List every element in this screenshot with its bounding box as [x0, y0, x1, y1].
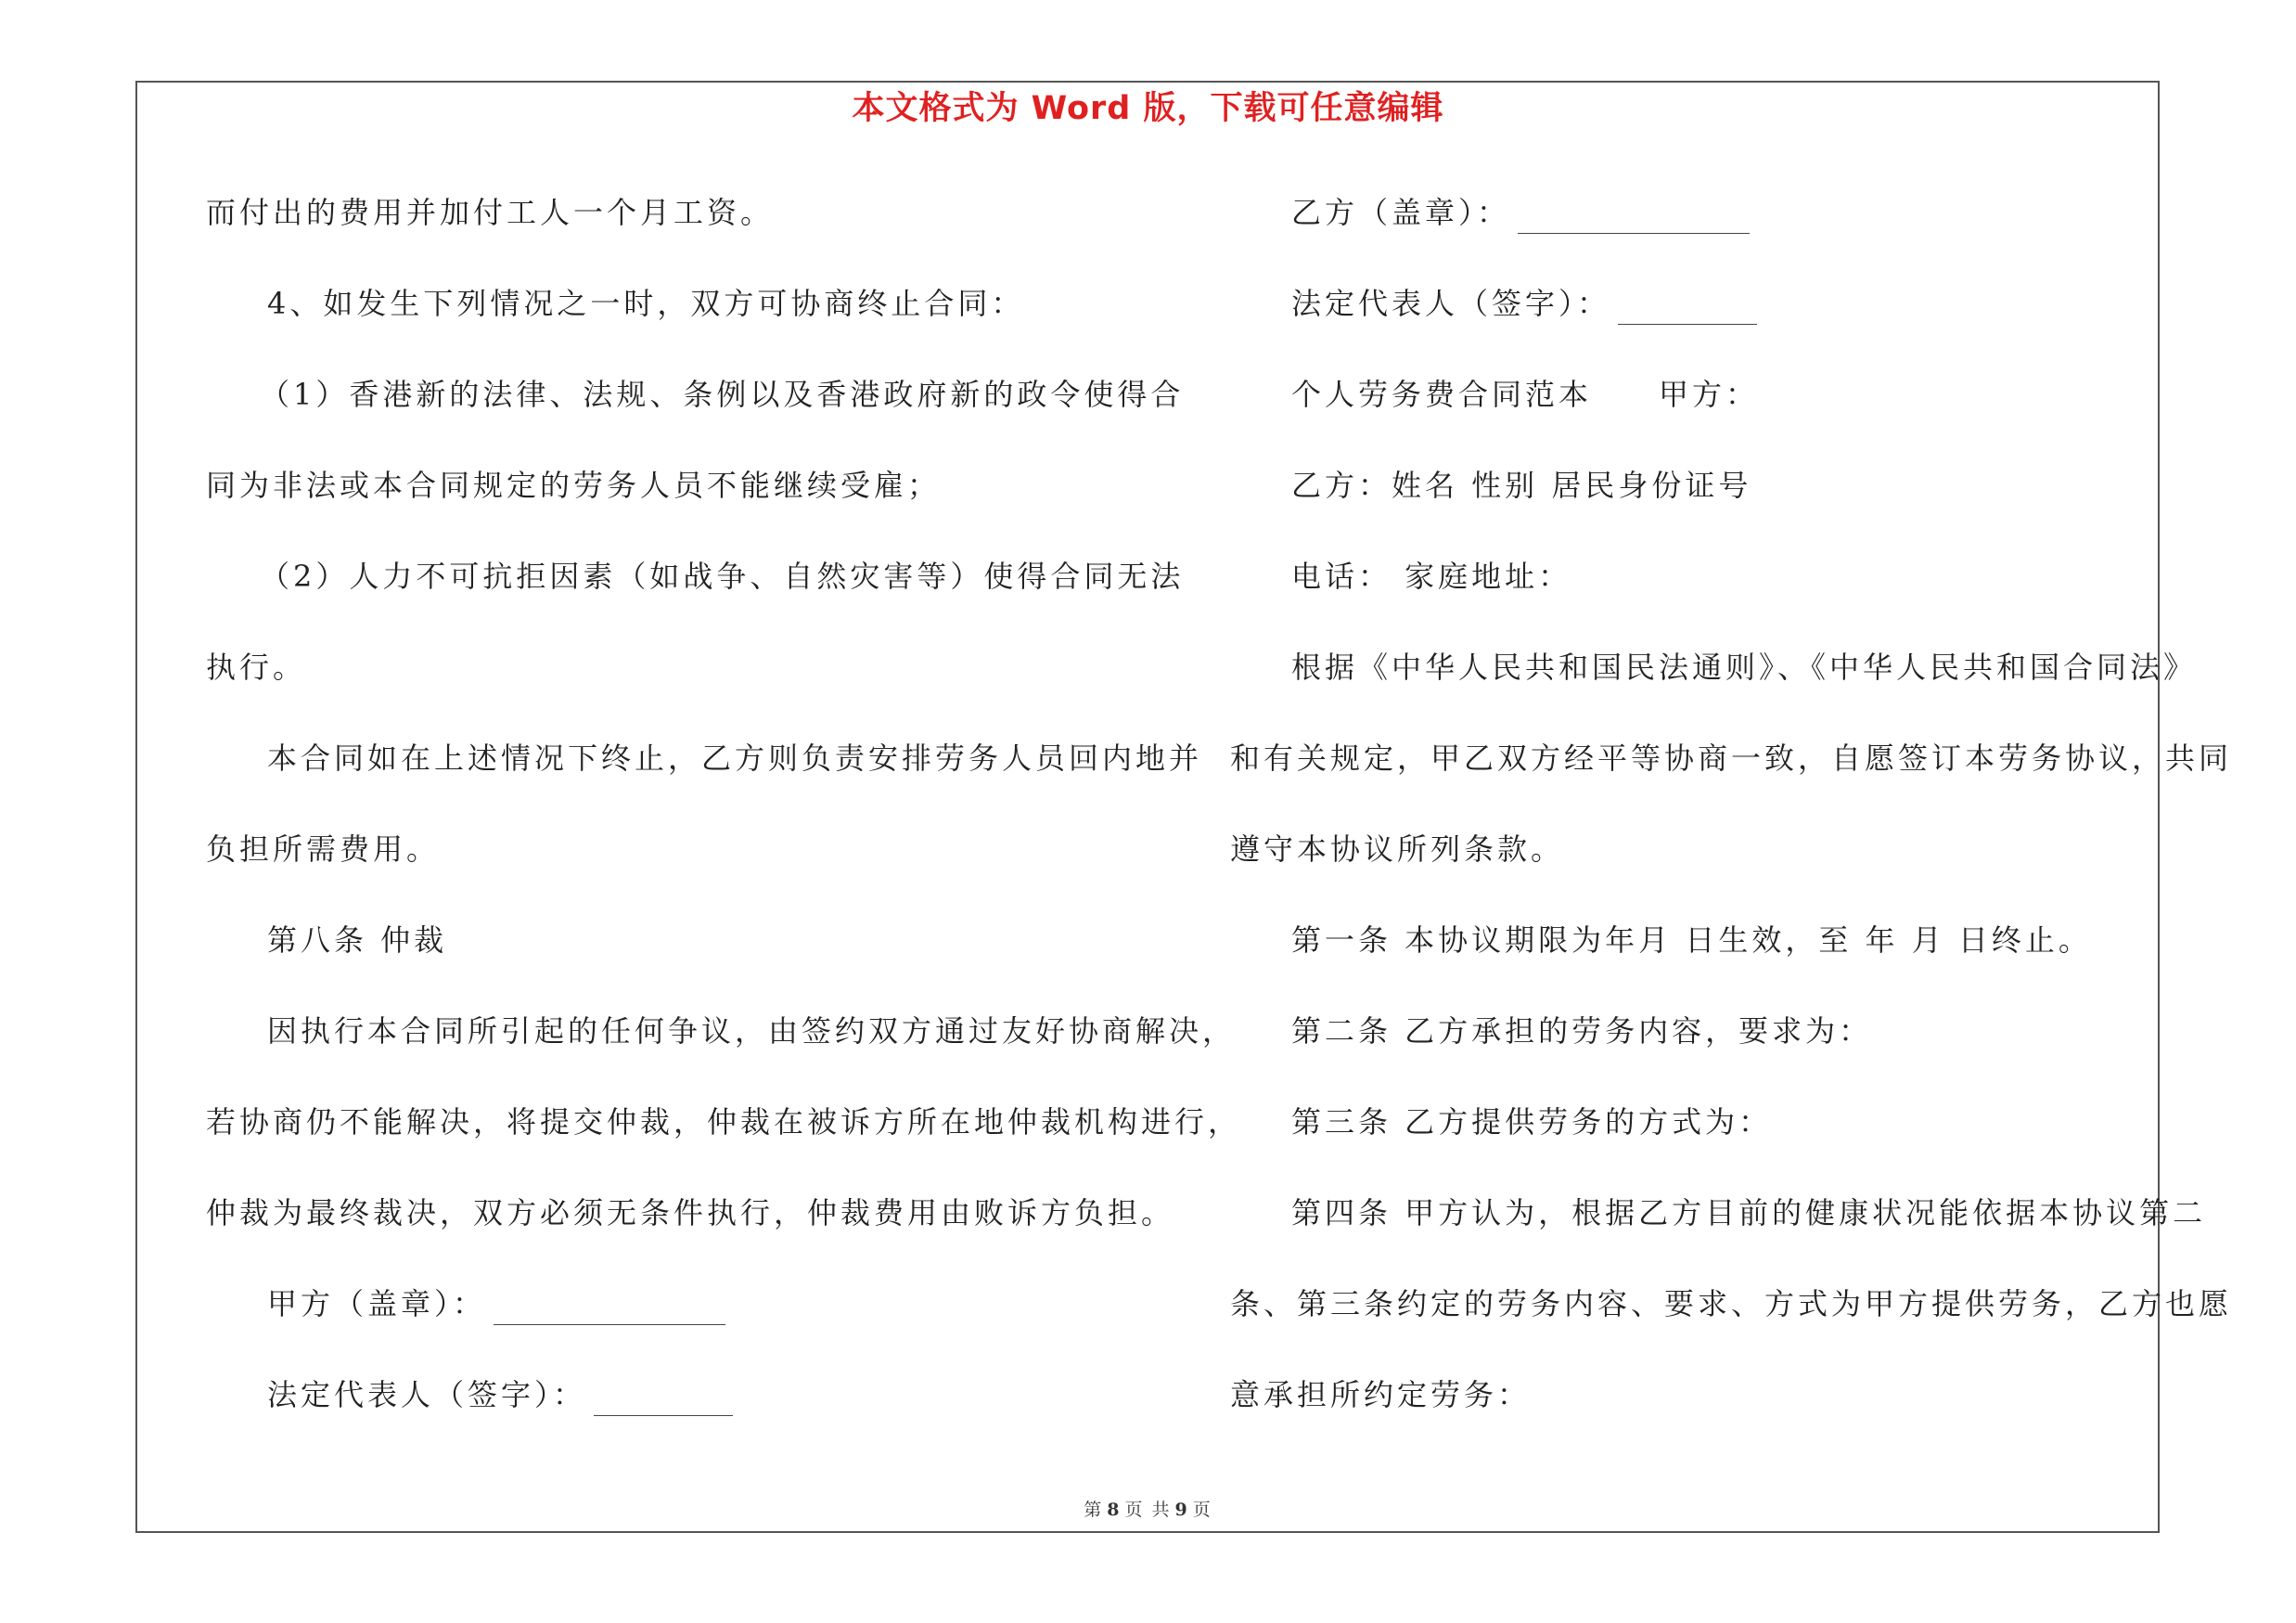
- paragraph-line: 因执行本合同所引起的任何争议，由签约双方通过友好协商解决，: [267, 1013, 1237, 1049]
- total-page-number: 9: [1174, 1500, 1189, 1520]
- party-a-seal-label: 甲方（盖章）：: [267, 1286, 487, 1321]
- article-three: 第三条 乙方提供劳务的方式为：: [1291, 1104, 1773, 1140]
- paragraph-line: 本合同如在上述情况下终止，乙方则负责安排劳务人员回内地并: [267, 741, 1203, 776]
- paragraph-line: 执行。: [206, 650, 307, 685]
- paragraph-line: （2）人力不可抗拒因素（如战争、自然灾害等）使得合同无法: [260, 559, 1185, 594]
- party-b-seal-blank: [1518, 201, 1750, 234]
- contract-template-title-line: [1230, 373, 2176, 464]
- footer-prefix: 第: [1084, 1500, 1104, 1520]
- party-b-info-line: 乙方：姓名 性别 居民身份证号: [1291, 468, 1752, 503]
- paragraph-line: 而付出的费用并加付工人一个月工资。: [206, 195, 775, 230]
- party-b-signature-blank: [1618, 292, 1757, 325]
- party-a-signature-line: [206, 1373, 1152, 1464]
- party-a-label: 甲方：: [1659, 377, 1760, 412]
- paragraph-line: 意承担所约定劳务：: [1230, 1377, 1532, 1412]
- page-footer: [0, 1496, 2296, 1521]
- paragraph-line: 和有关规定，甲乙双方经平等协商一致，自愿签订本劳务协议，共同: [1230, 741, 2233, 776]
- party-b-seal-line: [1230, 191, 2176, 282]
- left-column: [206, 191, 1242, 1464]
- party-b-seal-label: 乙方（盖章）：: [1291, 195, 1511, 230]
- article-two: 第二条 乙方承担的劳务内容，要求为：: [1291, 1013, 1873, 1049]
- contract-template-title: 个人劳务费合同范本: [1291, 377, 1593, 412]
- paragraph-line: （1）香港新的法律、法规、条例以及香港政府新的政令使得合: [260, 377, 1185, 412]
- article-one: 第一条 本协议期限为年月 日生效，至 年 月 日终止。: [1291, 922, 2092, 958]
- section-heading: 第八条 仲裁: [267, 922, 448, 958]
- party-b-signature-line: [1230, 282, 2176, 373]
- footer-suffix: 页: [1192, 1500, 1212, 1520]
- article-four: 第四条 甲方认为，根据乙方目前的健康状况能依据本协议第二: [1291, 1195, 2207, 1230]
- paragraph-line: 4、如发生下列情况之一时，双方可协商终止合同：: [267, 286, 1025, 321]
- format-banner: 本文格式为 Word 版，下载可任意编辑: [852, 90, 1444, 127]
- contact-info-line: 电话： 家庭地址：: [1291, 559, 1572, 594]
- footer-middle: 页 共: [1124, 1500, 1172, 1520]
- party-a-signature-blank: [594, 1384, 733, 1416]
- paragraph-line: 仲裁为最终裁决，双方必须无条件执行，仲裁费用由败诉方负担。: [206, 1195, 1175, 1230]
- paragraph-line: 遵守本协议所列条款。: [1230, 831, 1565, 867]
- party-a-signature-label: 法定代表人（签字）：: [267, 1377, 587, 1412]
- paragraph-line: 若协商仍不能解决，将提交仲裁，仲裁在被诉方所在地仲裁机构进行，: [206, 1104, 1242, 1140]
- paragraph-line: 同为非法或本合同规定的劳务人员不能继续受雇；: [206, 468, 942, 503]
- paragraph-line: 负担所需费用。: [206, 831, 441, 867]
- current-page-number: 8: [1107, 1500, 1122, 1520]
- party-a-seal-line: [206, 1282, 1152, 1373]
- paragraph-line: 条、第三条约定的劳务内容、要求、方式为甲方提供劳务，乙方也愿: [1230, 1286, 2233, 1321]
- party-a-seal-blank: [494, 1293, 725, 1325]
- paragraph-line: 根据《中华人民共和国民法通则》、《中华人民共和国合同法》: [1291, 650, 2198, 685]
- right-column: [1230, 191, 2233, 1464]
- party-b-signature-label: 法定代表人（签字）：: [1291, 286, 1611, 321]
